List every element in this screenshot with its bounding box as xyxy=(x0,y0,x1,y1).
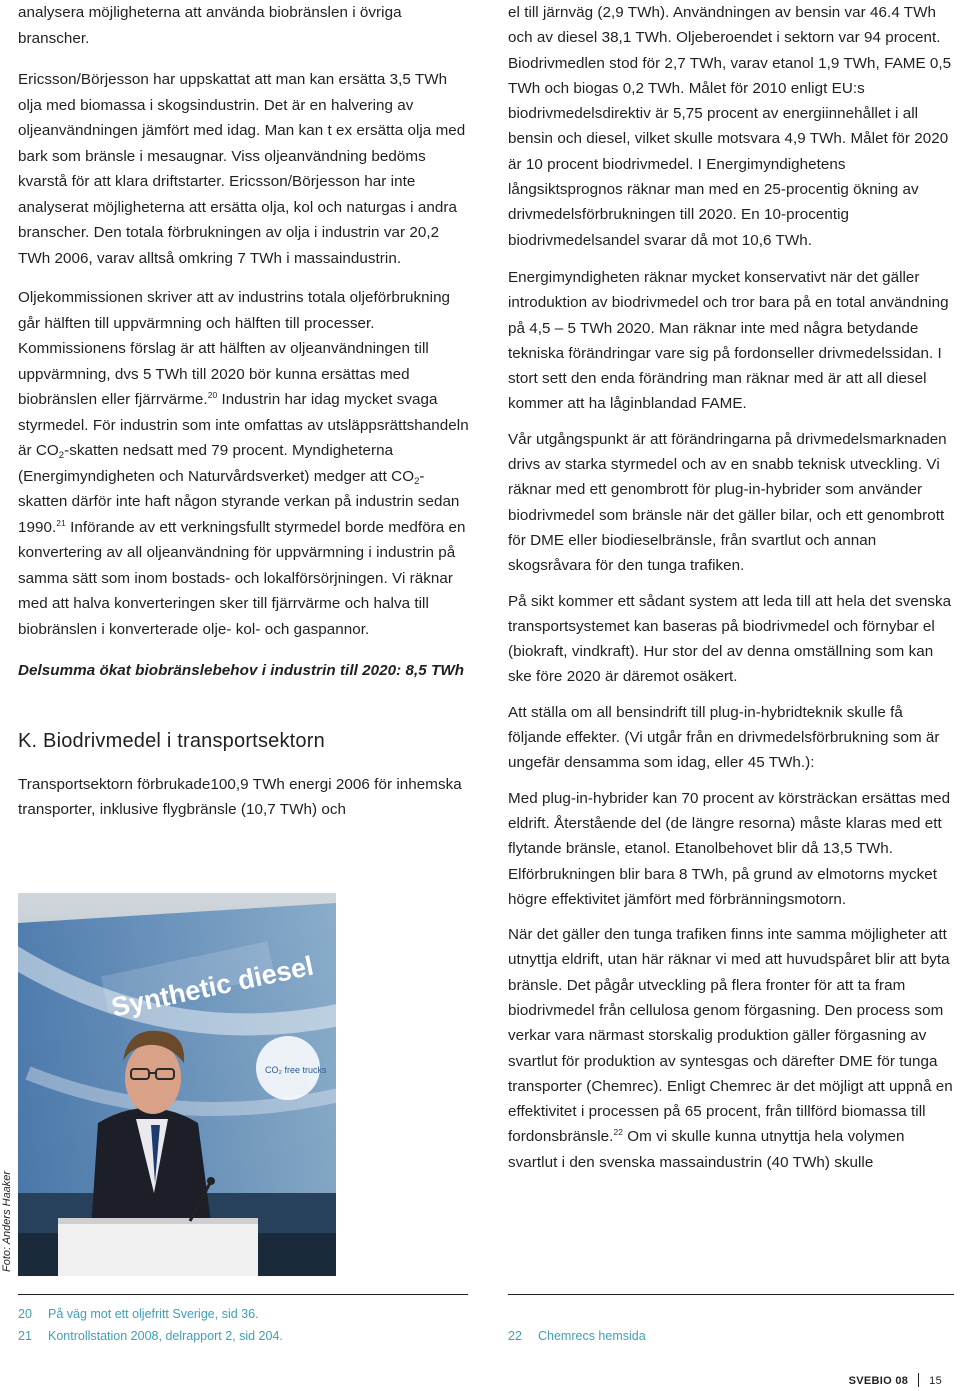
paragraph: el till järnväg (2,9 TWh). Användningen av bensin var 46.4 TWh och av diesel 38,1 TWh. Oljeberoendet i sektorn var 94 procent. Biodrivmedlen stod för 2,7 TWh, varav etanol 1,9 TWh, FAME 0,5 TWh och biogas 0,2 TWh. Målet för 2010 enligt EU:s biodrivmedelsdirektiv är 5,75 procent av energiinnehållet i all bensin och diesel, vilket skulle motsvara 4,9 TWh. Målet för 2020 är 10 procent biodrivmedel. I Energimyndighetens långsiktsprognos räknar man med en 25-procentig ökning av drivmedelsförbrukningen till 2020. En 10-procentig biodrivmedelsandel svarar då mot 10,6 TWh. xyxy=(508,4,952,249)
footnote-22: 22 Chemrecs hemsida xyxy=(508,1329,646,1343)
photo-badge-text: CO₂ free trucks xyxy=(265,1065,327,1075)
paragraph: När det gäller den tunga trafiken finns inte samma möjligheter att utnyttja eldrift, utan här räknar vi med att huvudspåret blir att byta bränsle. Det pågår utveckling på flera fronter för att ta fram biodrivmedel från cellulosa genom förgasning. Den process som verkar vara närmast storskalig produktion gäller förgasning av svartlut för produktion av syntesgas och därefter DME för tunga transporter (Chemrec). Enligt Chemrec är det möjligt att uppnå en effektivitet i processen på 65 procent, från tillförd biomassa till fordonsbränsle.$^{22}$ Om vi skulle kunna utnyttja hela volymen svartlut i den svenska massaindustrin (40 TWh) skulle xyxy=(508,926,953,1171)
paragraph: analysera möjligheterna att använda biobränslen i övriga branscher. xyxy=(18,4,402,47)
paragraph: Energimyndigheten räknar mycket konservativt när det gäller introduktion av biodrivmedel och tror bara på en total användning på 4,5 – 5 TWh 2020. Man räknar inte med några betydande tekniska förändringar vare sig på fordonseller drivmedelssidan. I stort sett den enda förändring man räknar med är att all diesel kommer att ha låginblandad FAME. xyxy=(508,268,949,413)
footnote-divider xyxy=(508,1294,954,1295)
paragraph: Transportsektorn förbrukade100,9 TWh energi 2006 för inhemska transporter, inklusive flygbränsle (10,7 TWh) och xyxy=(18,775,462,818)
paragraph: Med plug-in-hybrider kan 70 procent av körsträckan ersättas med eldrift. Återstående del (de längre resorna) måste klaras med ett flytande bränsle, etanol. Etanolbehovet blir då 13,5 TWh. Elförbrukningen blir bara 8 TWh, på grund av elmotorns mycket högre effektivitet jämfört med förbränningsmotorn. xyxy=(508,789,951,908)
paragraph: Oljekommissionen skriver att av industrins totala oljeförbrukning går hälften till uppvärmning och hälften till processer. Kommissionens förslag är att hälften av oljeanvändningen till uppvärmning, dvs 5 TWh till 2020 bör kunna ersättas med biobränslen eller fjärrvärme.$^{20}$ Industrin har idag mycket svaga styrmedel. För industrin som inte omfattas av utsläppsrättshandeln är $CO_2$-skatten nedsatt med 79 procent. Myndigheterna (Energimyndigheten och Naturvårdsverket) medger att $CO_2$-skatten därför inte haft någon styrande verkan på industrin sedan 1990.21 Införande av ett verkningsfullt styrmedel borde medföra en konvertering av all oljeanvändning för uppvärmning i industrin på samma sätt som inom bostads- och lokalförsörjningen. Vi räknar med att halva konverteringen sker till fjärrvärme och halva till biobränslen i konverterade olje- kol- och gaspannor. xyxy=(18,289,469,638)
footnote-ref: 21 xyxy=(56,517,66,528)
right-column xyxy=(508,0,954,1185)
paragraph: Att ställa om all bensindrift till plug-in-hybridteknik skulle få följande effekter. (Vi utgår från en drivmedelsförbrukning som är ungefär densamma som idag, eller 45 TWh.): xyxy=(508,703,940,772)
photo-speaker xyxy=(18,893,336,1276)
paragraph: På sikt kommer ett sådant system att leda till att hela det svenska transportsystemet kan baseras på biodrivmedel och förnybar el (biokraft, vindkraft). Hur stor del av denna omställning som kan ske före 2020 är däremot osäkert. xyxy=(508,592,952,686)
photo-banner-text: Synthetic diesel xyxy=(108,950,317,1023)
photo-credit: Foto: Anders Haaker xyxy=(1,1170,13,1272)
footer-separator xyxy=(918,1373,919,1387)
left-column xyxy=(18,0,470,833)
subtotal-statement: Delsumma ökat biobränslebehov i industrin till 2020: 8,5 TWh xyxy=(18,662,465,679)
footnote-ref: 22 xyxy=(613,1127,624,1138)
page-footer xyxy=(849,1373,942,1387)
footnote-20: 20 På väg mot ett oljefritt Sverige, sid 36. xyxy=(18,1307,259,1321)
paragraph: Ericsson/Börjesson har uppskattat att man kan ersätta 3,5 TWh olja med biomassa i skogsindustrin. Det är en halvering av oljeanvändningen jämfört med idag. Man kan t ex ersätta olja med bark som bränsle i mesaugnar. Viss oljeanvändning bedöms kvarstå för att klara driftstarter. Ericsson/Börjesson har inte analyserat möjligheterna att ersätta olja, kol och naturgas i andra branscher. Den totala förbrukningen av olja i industrin var 20,2 TWh 2006, varav alltså omkring 7 TWh i massaindustrin. xyxy=(18,71,466,267)
paragraph: Vår utgångspunkt är att förändringarna på drivmedelsmarknaden drivs av starka styrmedel och av en snabb teknisk utveckling. Vi räknar med ett genombrott för plug-in-hybrider som använder biodrivmedel som bränsle när det gäller bilar, och ett genombrott för DME eller biodieselbränsle, från svartlut och annan skogsråvara för den tunga trafiken. xyxy=(508,430,947,575)
footnote-21: 21 Kontrollstation 2008, delrapport 2, sid 204. xyxy=(18,1329,283,1343)
footnote-ref: 20 xyxy=(207,390,218,400)
page-number: 15 xyxy=(929,1375,942,1387)
publication-name: SVEBIO 08 xyxy=(848,1375,909,1387)
section-heading: K. Biodrivmedel i transportsektorn xyxy=(18,729,325,752)
footnote-divider xyxy=(18,1294,468,1295)
